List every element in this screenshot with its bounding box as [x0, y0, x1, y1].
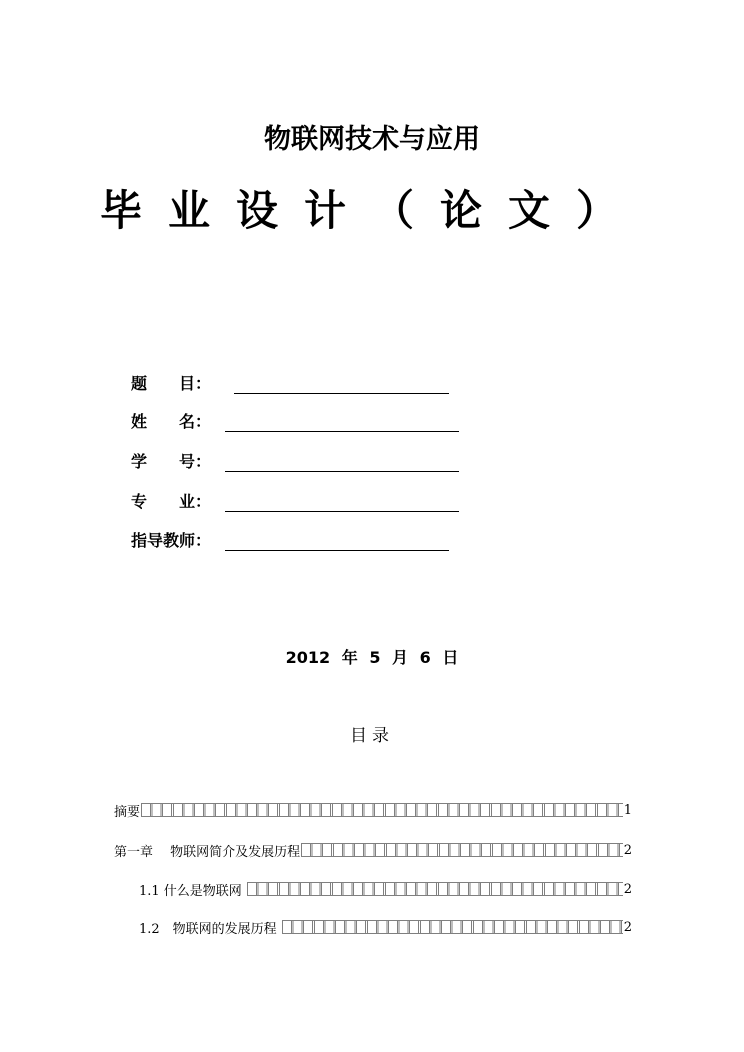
- field-student-id: [131, 448, 459, 472]
- toc-entry[interactable]: [0, 917, 632, 937]
- date-year-unit: 年: [341, 648, 358, 667]
- toc-entry[interactable]: [0, 879, 632, 899]
- field-title-line: [234, 373, 449, 394]
- toc-entry-text: 摘要: [114, 804, 141, 820]
- field-student-id-label: 学 号：: [131, 452, 212, 471]
- field-title-label: 题 目：: [131, 374, 212, 393]
- field-advisor-line: [225, 530, 449, 551]
- date-month: 5: [369, 648, 381, 667]
- toc-leader-dots: [301, 843, 623, 857]
- toc-entry-text: 1.2 物联网的发展历程: [139, 921, 281, 937]
- toc-entry-page: 1: [623, 802, 632, 818]
- toc-leader-dots: [141, 803, 623, 817]
- toc-entry-text: 1.1 什么是物联网: [139, 883, 246, 899]
- toc-entry[interactable]: [0, 840, 632, 860]
- field-advisor: [131, 527, 449, 551]
- toc-leader-dots: [282, 920, 623, 934]
- field-major: [131, 488, 459, 512]
- field-title: [131, 370, 449, 394]
- field-advisor-label: 指导教师：: [131, 531, 212, 550]
- document-title: 毕业设计（论文）: [99, 186, 644, 235]
- toc-entry[interactable]: [0, 800, 632, 820]
- field-major-line: [225, 491, 459, 512]
- toc-entry-page: 2: [623, 881, 632, 897]
- field-name-label: 姓 名：: [131, 412, 212, 431]
- field-name-line: [225, 411, 459, 432]
- toc-entry-page: 2: [623, 919, 632, 935]
- field-student-id-line: [225, 451, 459, 472]
- toc-leader-dots: [247, 882, 623, 896]
- document-subtitle: 物联网技术与应用: [264, 124, 480, 155]
- date-year: 2012: [285, 648, 331, 667]
- field-name: [131, 408, 459, 432]
- document-date: [0, 645, 744, 668]
- date-day: 6: [419, 648, 431, 667]
- toc-entry-text: 第一章 物联网简介及发展历程: [114, 844, 301, 860]
- date-day-unit: 日: [442, 648, 459, 667]
- date-month-unit: 月: [392, 648, 409, 667]
- toc-title: 目录: [350, 726, 394, 746]
- field-major-label: 专 业：: [131, 492, 212, 511]
- toc-entry-page: 2: [623, 842, 632, 858]
